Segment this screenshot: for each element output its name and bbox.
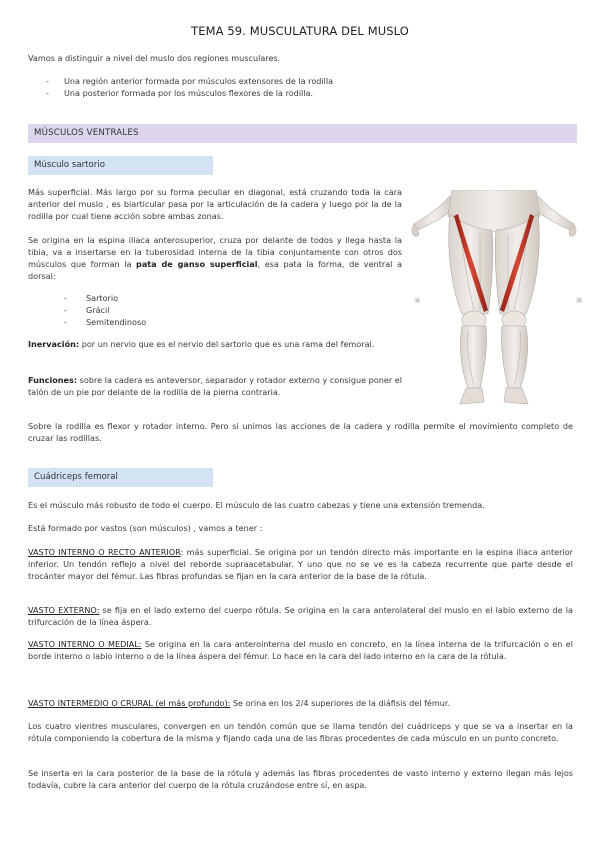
funciones-paragraph: Funciones: sobre la cadera es anteversor, separador y rotador externo y consigue poner el talón de un pie por delante de la rodilla de la pierna contraria. (28, 375, 402, 397)
list-item: - Una región anterior formada por músculos extensores de la rodilla (46, 76, 334, 86)
sartorio-paragraph-2: Se origina en la espina iliaca anterosuperior, cruza por delante de todos y llega hasta la tibia, va a insertarse en la tuberosidad interna de la tibia conjuntamente con otros dos músculos que forman la pata de ganso superficial, esa pata la forma, de ventral a dorsal: (28, 235, 402, 281)
vasto-recto-anterior-paragraph: VASTO INTERNO O RECTO ANTERIOR: más superficial. Se origina por un tendón directo más importante en la espina iliaca anterior inferior. Un tendón reflejo a nivel del reborde supraacetabular. Y uno que no se ve es la cabeza recurrente que parte desde el trocánter mayor del fémur. Las fibras profundas se fijan en la cara anterior de la base de la rótula. (28, 547, 574, 581)
vasto-crural-paragraph: VASTO INTERMEDIO O CRURAL (el más profundo): Se orina en los 2/4 superiores de la diáfisis del fémur. (28, 698, 451, 708)
cuadriceps-paragraph-1: Es el músculo más robusto de todo el cuerpo. El músculo de las cuatro cabezas y tiene una extensión tremenda. (28, 500, 485, 510)
intro-paragraph: Vamos a distinguir a nivel del muslo dos regiones musculares. (28, 53, 281, 63)
cuadriceps-paragraph-3: Los cuatro vientres musculares, convergen en un tendón común que se llama tendón del cuádriceps y que se va a insertar en la rótula componiendo la cobertura de la misma y fijando cada una de las fibras procedentes de cada músculo en un punto concreto. (28, 721, 573, 743)
sartorio-rodilla-paragraph: Sobre la rodilla es flexor y rotador interno. Pero si unimos las acciones de la cadera y rodilla permite el movimiento completo de cruzar las rodillas. (28, 421, 573, 443)
regions-list (46, 75, 333, 99)
cuadriceps-paragraph-2: Está formado por vastos (son músculos) , vamos a tener : (28, 523, 263, 533)
cuadriceps-paragraph-4: Se inserta en la cara posterior de la base de la rótula y además las fibras procedentes de vasto interno y externo llegan más lejos todavía, cubre la cara anterior del cuerpo de la rótula cruzándose entre sí, en aspa. (28, 768, 573, 790)
inervacion-paragraph: Inervación: por un nervio que es el nervio del sartorio que es una rama del femoral. (28, 339, 375, 349)
list-item: - Grácil (64, 305, 110, 315)
vasto-externo-paragraph: VASTO EXTERNO: se fija en el lado externo del cuerpo rótula. Se origina en la cara anterolateral del muslo en el labio externo de la trifurcación de la línea áspera. (28, 605, 573, 627)
sartorio-paragraph-1: Más superficial. Más largo por su forma peculiar en diagonal, está cruzando toda la cara anterior del muslo , es biarticular pasa por la articulación de la cadera y luego por la de la rodilla por cual tiene acción sobre ambas zonas. (28, 187, 402, 221)
pata-ganso-list (64, 292, 146, 328)
leg-anatomy-illustration (410, 190, 578, 406)
watermark-icon: ▣ (414, 296, 421, 304)
subheading-sartorio: Músculo sartorio (28, 156, 213, 175)
watermark-icon: ▣ (576, 296, 583, 304)
subheading-cuadriceps: Cuádriceps femoral (28, 468, 213, 487)
vasto-medial-paragraph: VASTO INTERNO O MEDIAL: Se origina en la cara anterointerna del muslo en concreto, en la línea interna de la trifurcación o en el borde interno o labio interno o de la línea áspera del fémur. Lo hace en la cara del lado interno en la cara de la rótula. (28, 639, 573, 661)
list-item: - Una posterior formada por los músculos flexores de la rodilla. (46, 88, 314, 98)
list-item: - Semitendinoso (64, 317, 147, 327)
list-item: - Sartorio (64, 293, 119, 303)
section-band-ventral: MÚSCULOS VENTRALES (28, 124, 577, 143)
leg-anatomy-svg (410, 190, 578, 406)
page-title: TEMA 59. MUSCULATURA DEL MUSLO (191, 24, 409, 38)
